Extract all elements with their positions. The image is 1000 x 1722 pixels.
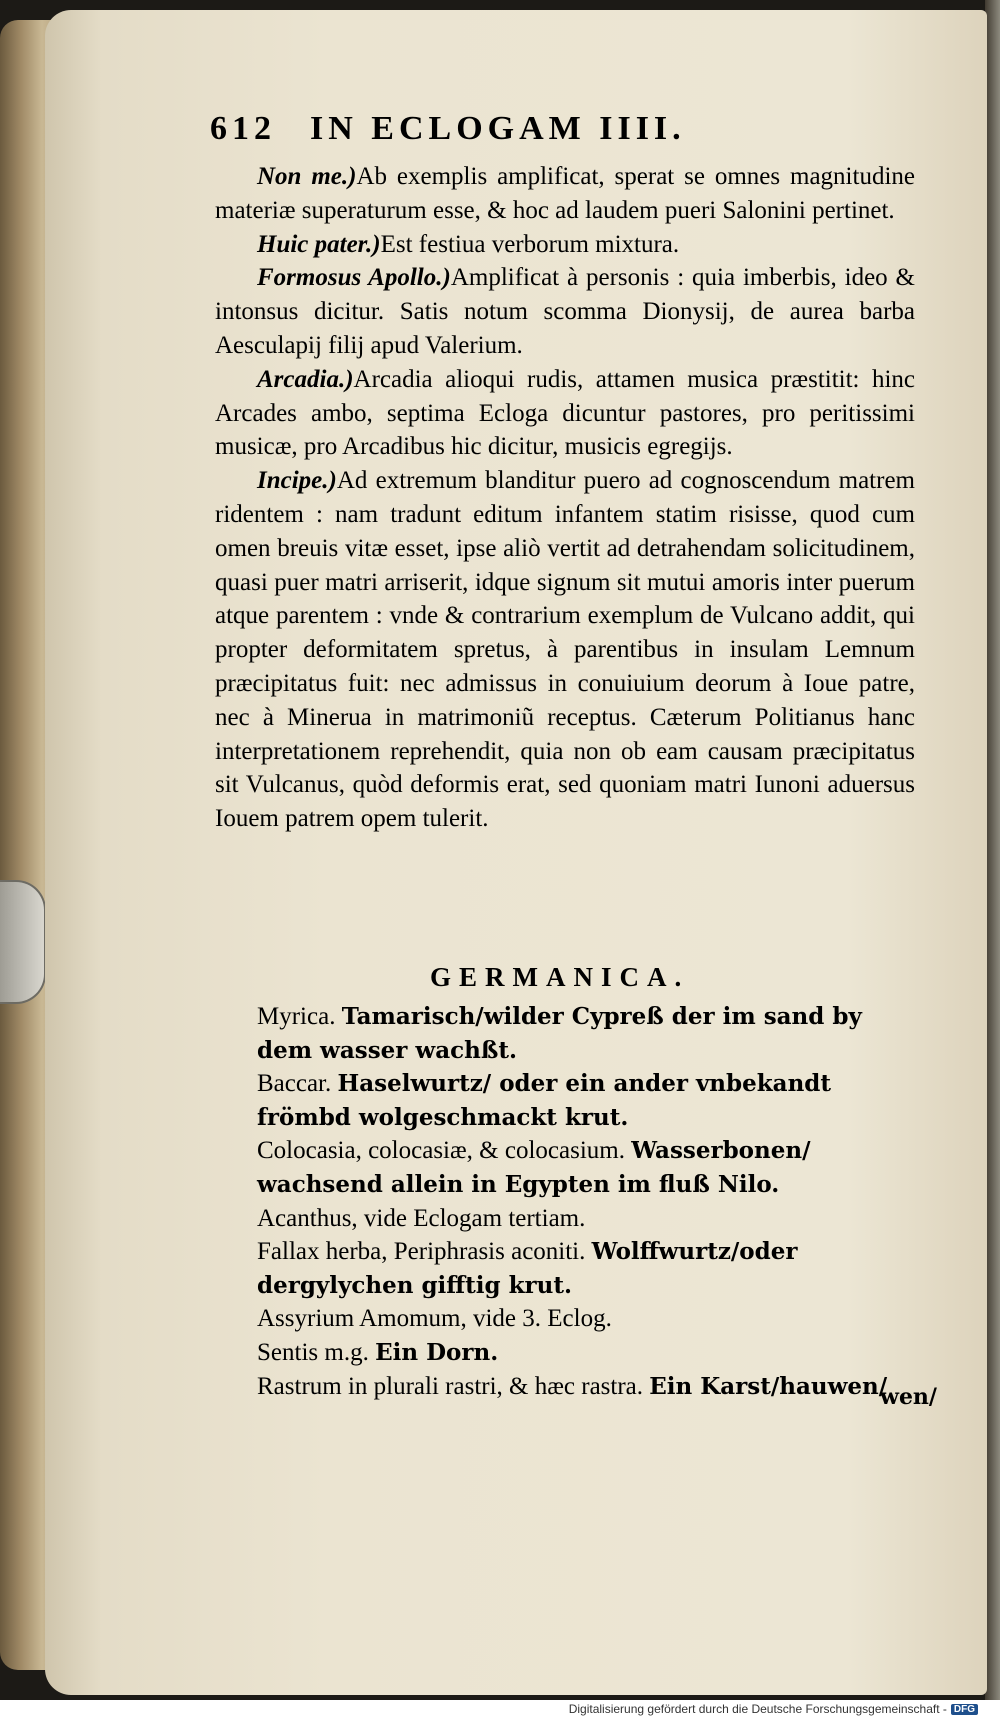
lemma: Non me.) [257,163,357,190]
lemma: Huic pater.) [257,230,381,258]
glossary-entry [215,1235,915,1302]
glossary-entry [215,1302,915,1336]
glossary-entry [215,1202,915,1236]
latin-term: Fallax herba, Periphrasis aconiti. [257,1238,586,1266]
commentary-paragraph [215,261,915,362]
lemma: Formosus Apollo.) [257,264,451,292]
commentary-paragraph [215,228,915,262]
page-number: 612 [210,110,276,147]
german-gloss: Ein Dorn. [375,1338,499,1366]
commentary-block [215,160,915,836]
glossary-entry [215,1000,915,1067]
catchword: wen/ [880,1384,937,1410]
latin-term: Myrica. [257,1003,336,1030]
latin-term: Acanthus, vide Eclogam tertiam. [257,1204,586,1232]
commentary-text: Ab exemplis amplificat, sperat se omnes magnitudine materiæ superaturum esse, & hoc ad laudem pueri Salonini pertinet. [215,163,915,224]
german-gloss: Wasserbonen/ wachsend allein in Egypten im fluß Nilo. [257,1137,811,1198]
lemma: Arcadia.) [257,365,354,393]
latin-term: Sentis m.g. [257,1338,369,1366]
latin-term: Colocasia, colocasiæ, & colocasium. [257,1137,625,1165]
glossary-block [215,1000,915,1403]
lemma: Incipe.) [257,467,337,495]
commentary-text: Amplificat à personis : quia imberbis, ideo & intonsus dicitur. Satis notum scomma Dionysij, de aurea barba Aesculapij filij apud Valerium. [215,264,915,359]
running-head [210,110,910,156]
latin-term: Baccar. [257,1070,332,1098]
commentary-text: Ad extremum blanditur puero ad cognoscendum matrem ridentem : nam tradunt editum infantem statim risisse, quod cum omen breuis vitæ esset, ipse aliò vertit ad detrahendam solicitudinem, quasi puer matri arriserit, idque signum sit mutui amoris inter puerum atque parentem : vnde & contrarium exemplum de Vulcano addit, qui propter deformitatem spretus, à parentibus in insulam Lemnum præcipitatus fuit: nec admissus in conuiuium deorum à Ioue patre, nec à Minerua in matrimoniũ receptus. Cæterum Politianus hanc interpretationem reprehendit, quia non ob eam causam præcipitatus sit Vulcanus, quòd deformis erat, sed quoniam matri Iunoni aduersus Iouem patrem opem tulerit. [215,467,915,833]
dfg-logo: DFG [951,1704,978,1715]
footer-credit [569,1702,978,1716]
glossary-entry [215,1336,915,1370]
latin-term: Assyrium Amomum, vide 3. Eclog. [257,1305,612,1333]
german-gloss: Ein Karst/hauwen/ [649,1372,888,1400]
section-heading: GERMANICA. [430,962,690,992]
commentary-text: Est festiua verborum mixtura. [380,230,680,258]
commentary-text: Arcadia alioqui rudis, attamen musica præstitit: hinc Arcades ambo, septima Ecloga dicuntur pastores, pro peritissimi musicæ, pro Arcadibus hic dicitur, musicis egregijs. [215,365,915,461]
running-head-title: IN ECLOGAM IIII. [310,110,686,147]
footer-credit-text: Digitalisierung gefördert durch die Deutsche Forschungsgemeinschaft - [568,1702,947,1716]
footer-bar [0,1700,1000,1722]
book-clasp [0,880,46,1004]
commentary-paragraph [215,160,915,228]
glossary-entry [215,1134,915,1201]
glossary-entry [215,1067,915,1134]
german-gloss: Tamarisch/wilder Cypreß der im sand by dem wasser wachßt. [257,1003,862,1064]
page-stack-edge [985,0,1000,1700]
commentary-paragraph [215,464,915,836]
glossary-entry [215,1370,915,1404]
commentary-paragraph [215,363,915,464]
german-gloss: Haselwurtz/ oder ein ander vnbekandt frömbd wolgeschmackt krut. [257,1070,832,1131]
latin-term: Rastrum in plurali rastri, & hæc rastra. [257,1372,644,1400]
german-gloss: Wolffwurtz/oder dergylychen gifftig krut. [257,1238,798,1299]
